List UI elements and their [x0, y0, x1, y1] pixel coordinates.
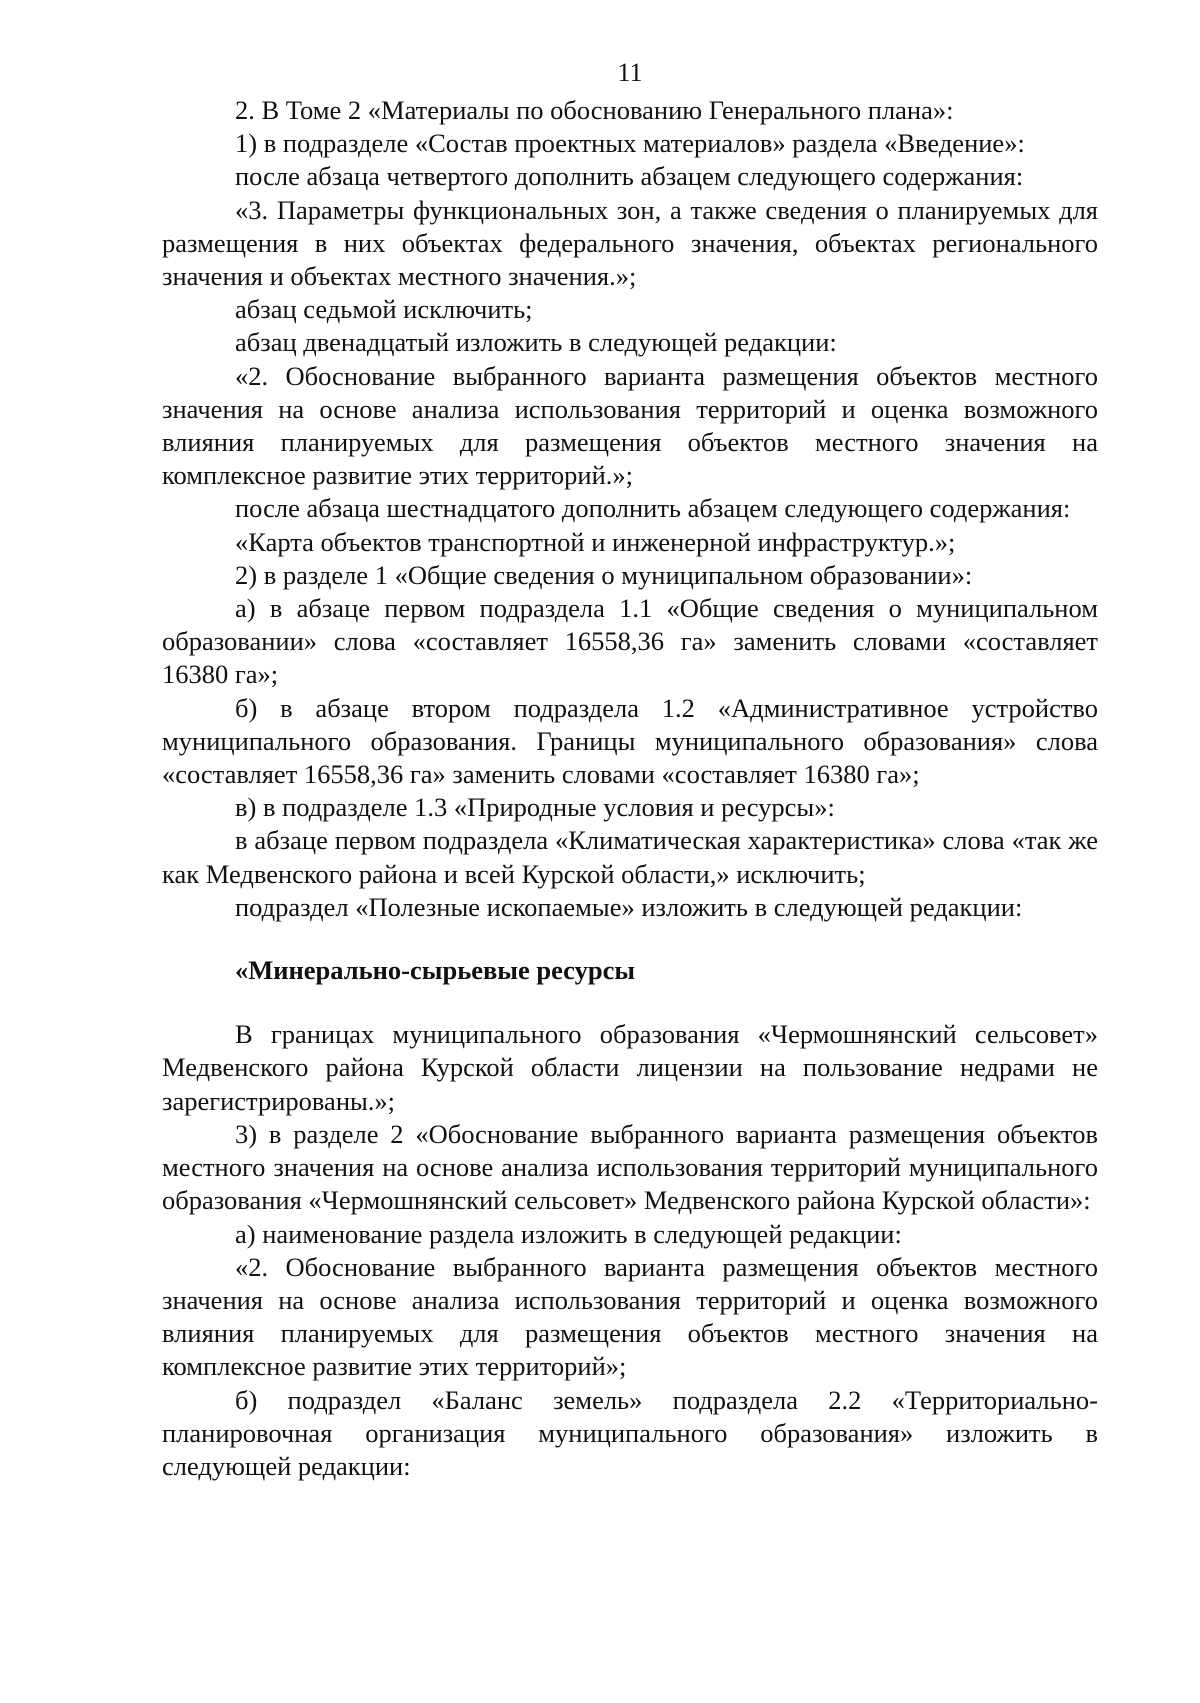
paragraph: «Карта объектов транспортной и инженерной инфраструктур.»; [235, 526, 956, 557]
paragraph: 3) в разделе 2 «Обоснование выбранного варианта размещения объектов местного значения на основе анализа использования территорий муниципального образования «Чермошнянский сельсовет» Медвенского района Курской области»: [162, 1118, 1098, 1216]
paragraph: «2. Обоснование выбранного варианта размещения объектов местного значения на основе анализа использования территорий и оценка возможного влияния планируемых для размещения объектов местного значения на комплексное развитие этих территорий»; [162, 1251, 1098, 1382]
page-number: 11 [617, 58, 643, 87]
paragraph: «2. Обоснование выбранного варианта размещения объектов местного значения на основе анализа использования территорий и оценка возможного влияния планируемых для размещения объектов местного значения на комплексное развитие этих территорий.»; [162, 360, 1098, 491]
paragraph: 2. В Томе 2 «Материалы по обоснованию Генерального плана»: [235, 95, 954, 125]
section-heading: «Минерально-сырьевые ресурсы [235, 955, 636, 986]
paragraph: «3. Параметры функциональных зон, а также сведения о планируемых для размещения в них объектах федерального значения, объектах регионального значения и объектах местного значения.»; [162, 194, 1098, 292]
paragraph: после абзаца четвертого дополнить абзацем следующего содержания: [235, 161, 1024, 192]
paragraph: в абзаце первом подраздела «Климатическая характеристика» слова «так же как Медвенского района и всей Курской области,» исключить; [162, 825, 1098, 889]
paragraph: В границах муниципального образования «Чермошнянский сельсовет» Медвенского района Курской области лицензии на пользование недрами не зарегистрированы.»; [162, 1019, 1098, 1116]
paragraph: абзац двенадцатый изложить в следующей редакции: [235, 327, 837, 358]
paragraph: б) подраздел «Баланс земель» подраздела 2.2 «Территориально-планировочная организация муниципального образования» изложить в следующей редакции: [162, 1384, 1098, 1481]
document-page [162, 56, 1098, 1483]
paragraph: подраздел «Полезные ископаемые» изложить в следующей редакции: [235, 891, 1023, 922]
paragraph: 2) в разделе 1 «Общие сведения о муниципальном образовании»: [235, 559, 973, 590]
paragraph: а) в абзаце первом подраздела 1.1 «Общие сведения о муниципальном образовании» слова «составляет 16558,36 га» заменить словами «составляет 16380 га»; [162, 593, 1098, 690]
paragraph: б) в абзаце втором подраздела 1.2 «Административное устройство муниципального образования. Границы муниципального образования» слова «составляет 16558,36 га» заменить словами «составляет 16380 га»; [162, 692, 1098, 790]
paragraph: после абзаца шестнадцатого дополнить абзацем следующего содержания: [235, 493, 1071, 524]
paragraph: абзац седьмой исключить; [235, 294, 533, 325]
paragraph: 1) в подразделе «Состав проектных материалов» раздела «Введение»: [235, 128, 1025, 159]
paragraph: а) наименование раздела изложить в следующей редакции: [235, 1218, 902, 1249]
paragraph: в) в подразделе 1.3 «Природные условия и ресурсы»: [235, 792, 835, 823]
